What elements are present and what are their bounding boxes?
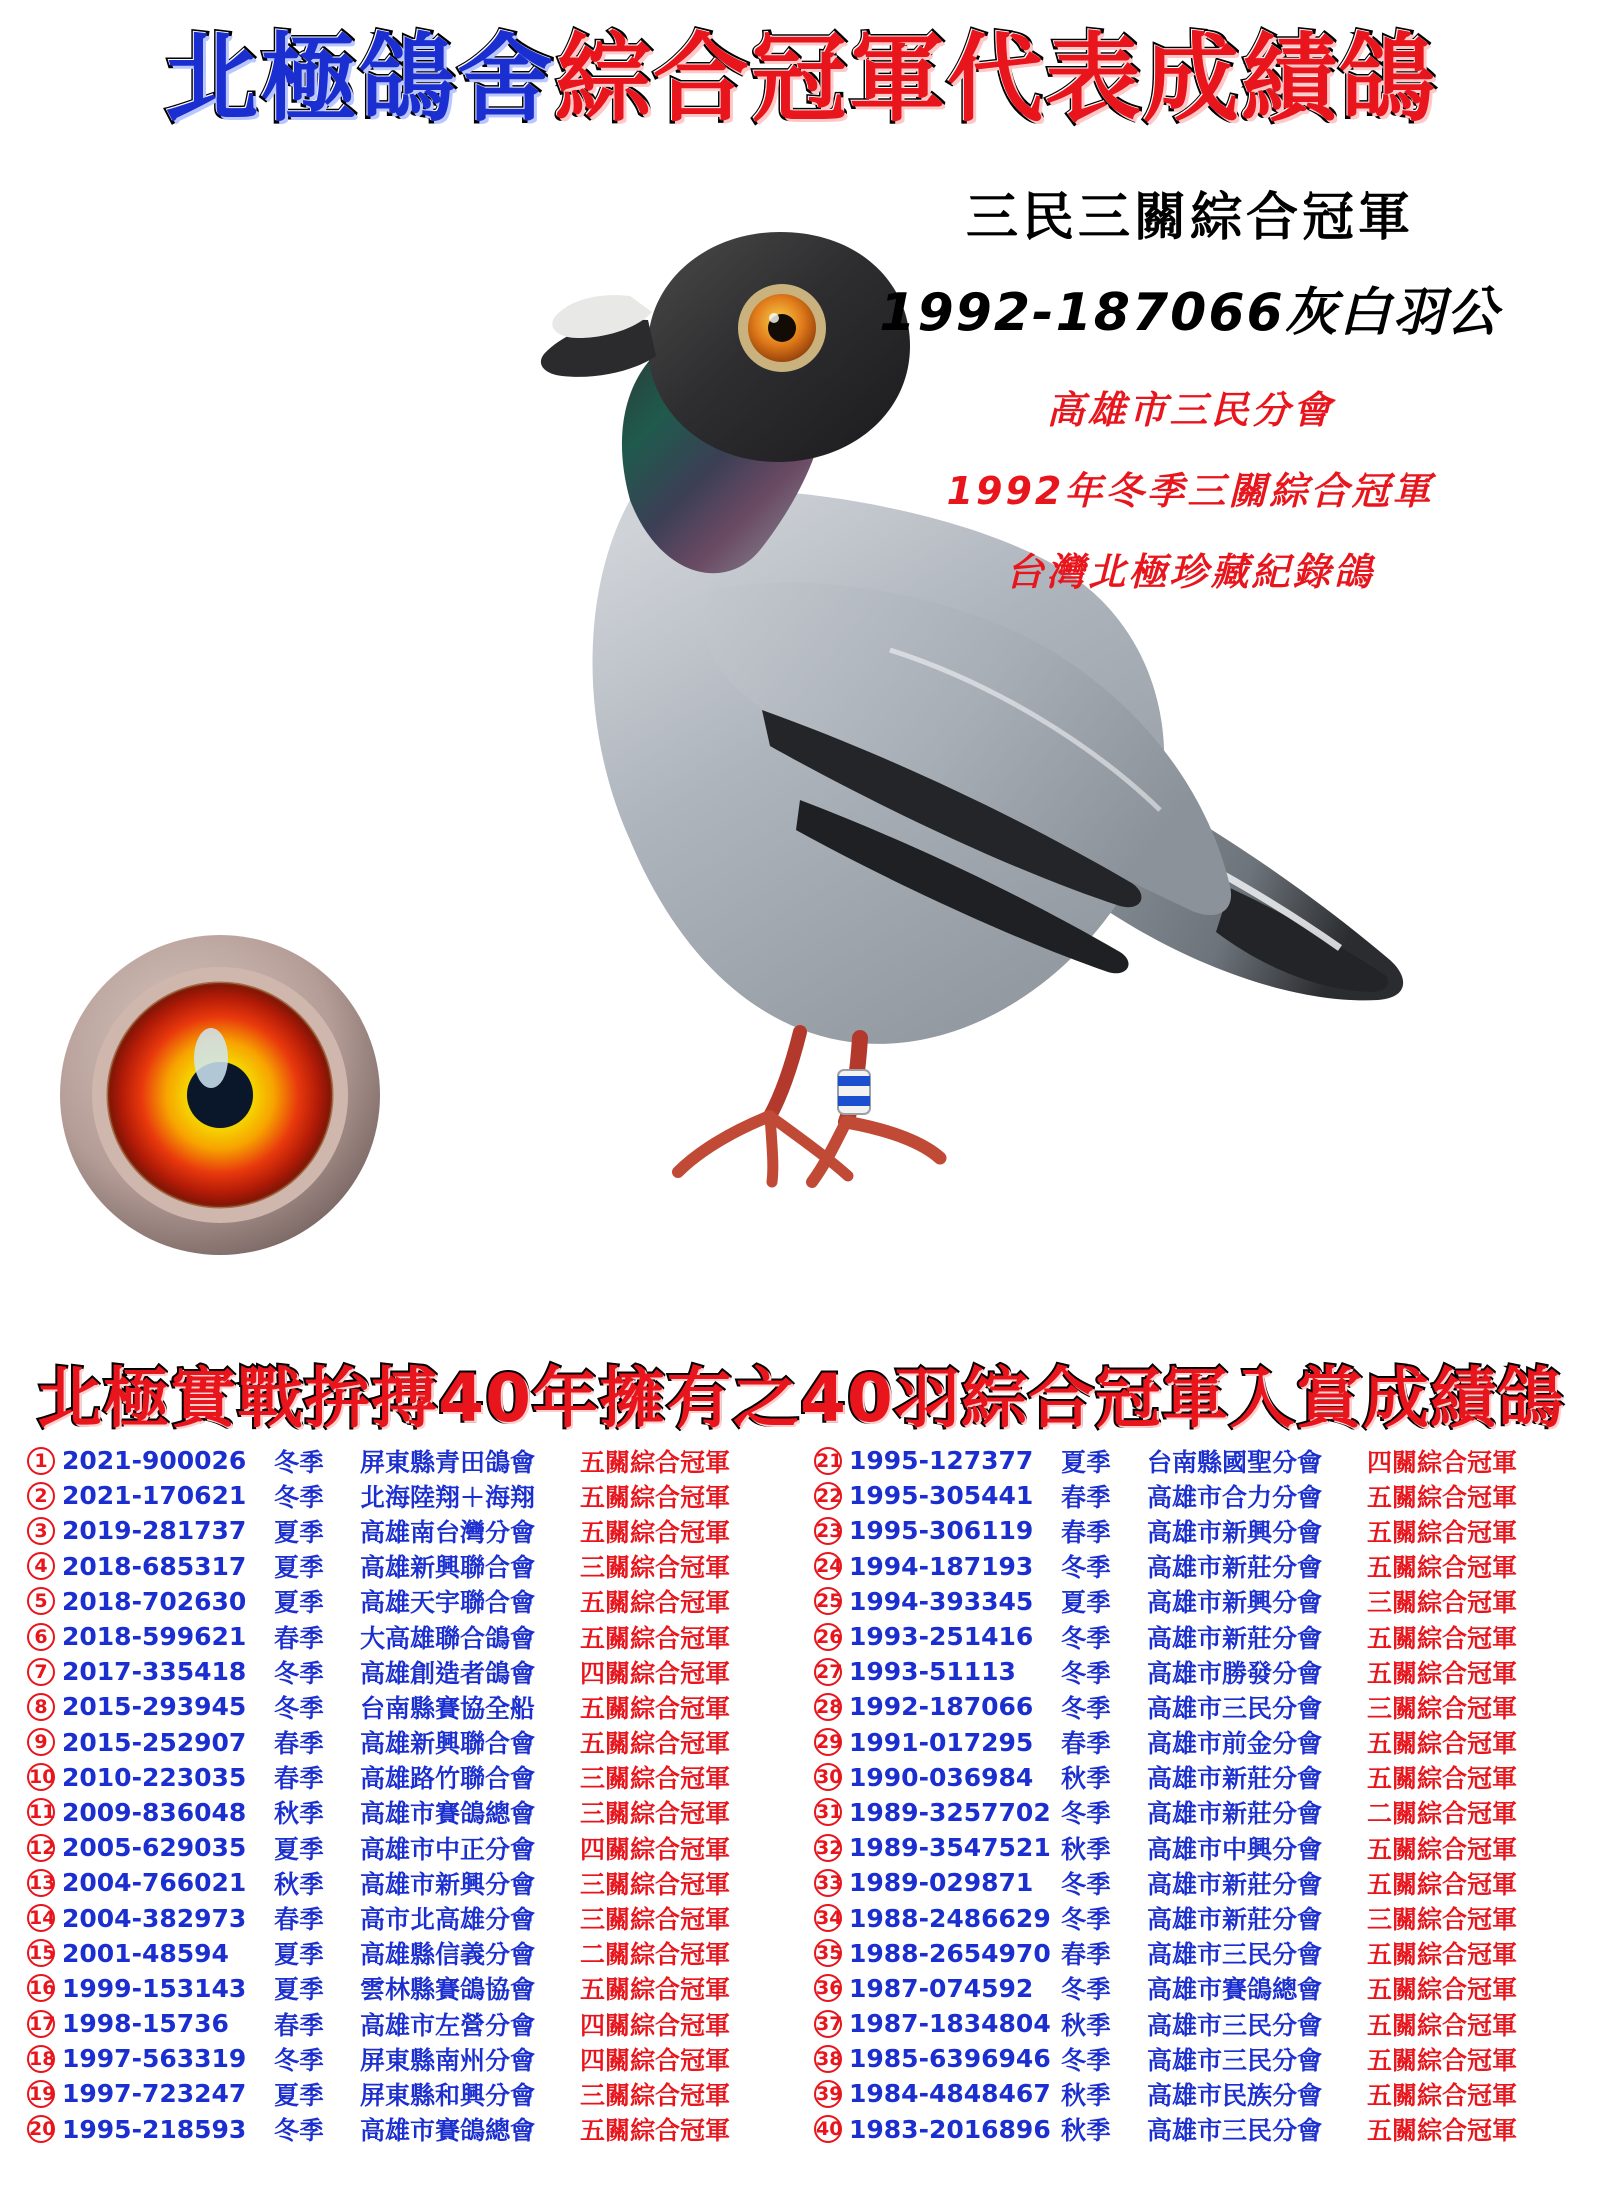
row-award: 五關綜合冠軍 — [1367, 1729, 1518, 1759]
row-index — [20, 1763, 62, 1791]
results-banner-text: 北極實戰拚搏40年擁有之40羽綜合冠軍入賞成績鴿 — [36, 1360, 1564, 1437]
row-award: 五關綜合冠軍 — [580, 1623, 731, 1653]
row-season: 冬季 — [1061, 1658, 1112, 1688]
table-row — [807, 1865, 1580, 1900]
row-award: 二關綜合冠軍 — [1367, 1799, 1518, 1829]
row-ring-number: 1989-029871 — [849, 1868, 1034, 1898]
row-index — [807, 1869, 849, 1897]
bird-collection-note: 台灣北極珍藏紀錄鴿 — [1005, 550, 1375, 594]
row-index — [807, 2115, 849, 2143]
row-ring-number: 2021-900026 — [62, 1446, 247, 1476]
row-award: 四關綜合冠軍 — [580, 1658, 731, 1688]
row-ring-number: 2005-629035 — [62, 1833, 247, 1863]
row-club: 高雄市新莊分會 — [1147, 1905, 1323, 1935]
row-index — [20, 1552, 62, 1580]
row-index — [20, 1939, 62, 1967]
row-ring-number: 1987-074592 — [849, 1973, 1034, 2003]
row-index — [807, 1798, 849, 1826]
row-club: 高雄市左營分會 — [360, 2010, 536, 2040]
table-row — [807, 1584, 1580, 1619]
row-index — [20, 1447, 62, 1475]
row-club: 高雄市新莊分會 — [1147, 1764, 1323, 1794]
row-season: 冬季 — [1061, 1623, 1112, 1653]
table-row — [807, 1654, 1580, 1689]
row-index-badge: 19 — [27, 2080, 55, 2108]
row-club: 高雄市新莊分會 — [1147, 1553, 1323, 1583]
row-index-badge: 10 — [27, 1763, 55, 1791]
pigeon-eye-photo — [55, 930, 385, 1260]
row-season: 冬季 — [274, 2045, 325, 2075]
row-index — [807, 1482, 849, 1510]
table-row — [807, 1795, 1580, 1830]
row-award: 五關綜合冠軍 — [1367, 1975, 1518, 2005]
row-ring-number: 2017-335418 — [62, 1657, 247, 1687]
row-award: 五關綜合冠軍 — [1367, 1517, 1518, 1547]
row-index-badge: 15 — [27, 1939, 55, 1967]
row-award: 五關綜合冠軍 — [1367, 2116, 1518, 2146]
row-index — [20, 1658, 62, 1686]
row-index-badge: 32 — [814, 1834, 842, 1862]
row-ring-number: 2015-252907 — [62, 1727, 247, 1757]
row-ring-number: 1991-017295 — [849, 1727, 1034, 1757]
row-award: 五關綜合冠軍 — [580, 1447, 731, 1477]
table-row — [20, 1689, 793, 1724]
row-index-badge: 23 — [814, 1517, 842, 1545]
row-index-badge: 40 — [814, 2115, 842, 2143]
row-club: 高雄市中正分會 — [360, 1834, 536, 1864]
row-season: 春季 — [274, 1623, 325, 1653]
row-award: 五關綜合冠軍 — [1367, 1940, 1518, 1970]
row-index-badge: 29 — [814, 1728, 842, 1756]
row-club: 高雄市勝發分會 — [1147, 1658, 1323, 1688]
table-row — [20, 1830, 793, 1865]
row-club: 高雄市三民分會 — [1147, 2045, 1323, 2075]
row-ring-number: 1997-563319 — [62, 2044, 247, 2074]
row-ring-number: 2018-685317 — [62, 1551, 247, 1581]
row-season: 夏季 — [274, 1975, 325, 2005]
row-season: 春季 — [274, 2010, 325, 2040]
row-award: 三關綜合冠軍 — [580, 1869, 731, 1899]
table-row — [20, 1584, 793, 1619]
row-index-badge: 34 — [814, 1904, 842, 1932]
row-club: 台南縣國聖分會 — [1147, 1447, 1323, 1477]
table-row — [807, 1725, 1580, 1760]
row-index — [20, 1798, 62, 1826]
row-award: 三關綜合冠軍 — [580, 1905, 731, 1935]
table-row — [807, 1900, 1580, 1935]
row-season: 春季 — [1061, 1482, 1112, 1512]
row-season: 春季 — [274, 1905, 325, 1935]
row-season: 冬季 — [1061, 1905, 1112, 1935]
row-index-badge: 16 — [27, 1974, 55, 2002]
row-index — [807, 1939, 849, 1967]
bird-info-block — [800, 175, 1580, 622]
table-row — [20, 1760, 793, 1795]
row-index-badge: 14 — [27, 1904, 55, 1932]
row-award: 二關綜合冠軍 — [580, 1940, 731, 1970]
row-season: 春季 — [274, 1729, 325, 1759]
row-club: 高雄市三民分會 — [1147, 2010, 1323, 2040]
row-season: 秋季 — [1061, 2080, 1112, 2110]
row-season: 冬季 — [274, 1447, 325, 1477]
row-award: 三關綜合冠軍 — [1367, 1693, 1518, 1723]
row-season: 夏季 — [274, 1517, 325, 1547]
row-season: 秋季 — [274, 1799, 325, 1829]
table-row — [20, 1619, 793, 1654]
row-award: 五關綜合冠軍 — [580, 1693, 731, 1723]
row-club: 高雄市中興分會 — [1147, 1834, 1323, 1864]
table-row — [20, 1478, 793, 1513]
row-award: 四關綜合冠軍 — [580, 2045, 731, 2075]
row-ring-number: 2010-223035 — [62, 1762, 247, 1792]
row-index-badge: 36 — [814, 1974, 842, 2002]
table-row — [807, 2006, 1580, 2041]
row-index-badge: 30 — [814, 1763, 842, 1791]
table-row — [807, 1478, 1580, 1513]
row-season: 夏季 — [274, 1940, 325, 1970]
row-club: 北海陸翔＋海翔 — [360, 1482, 536, 1512]
row-club: 高雄南台灣分會 — [360, 1517, 536, 1547]
table-row — [807, 1971, 1580, 2006]
row-index-badge: 8 — [27, 1693, 55, 1721]
row-club: 雲林縣賽鴿協會 — [360, 1975, 536, 2005]
table-row — [807, 2076, 1580, 2111]
row-club: 高雄市新興分會 — [360, 1869, 536, 1899]
page-header — [0, 14, 1600, 154]
row-ring-number: 2019-281737 — [62, 1516, 247, 1546]
row-index-badge: 3 — [27, 1517, 55, 1545]
row-index-badge: 35 — [814, 1939, 842, 1967]
row-index-badge: 33 — [814, 1869, 842, 1897]
row-club: 大高雄聯合鴿會 — [360, 1623, 536, 1653]
results-column-right — [807, 1443, 1580, 2147]
row-season: 冬季 — [1061, 1975, 1112, 2005]
row-club: 台南縣賽協全船 — [360, 1693, 536, 1723]
row-season: 秋季 — [1061, 1834, 1112, 1864]
row-award: 三關綜合冠軍 — [1367, 1905, 1518, 1935]
row-ring-number: 1988-2486629 — [849, 1903, 1051, 1933]
row-award: 三關綜合冠軍 — [580, 1764, 731, 1794]
row-award: 五關綜合冠軍 — [580, 1975, 731, 2005]
row-season: 夏季 — [1061, 1447, 1112, 1477]
row-index-badge: 20 — [27, 2115, 55, 2143]
table-row — [807, 2112, 1580, 2147]
row-ring-number: 2018-702630 — [62, 1586, 247, 1616]
results-banner — [0, 1345, 1600, 1440]
row-season: 冬季 — [274, 1482, 325, 1512]
row-ring-number: 1997-723247 — [62, 2079, 247, 2109]
row-index-badge: 17 — [27, 2010, 55, 2038]
row-ring-number: 2004-382973 — [62, 1903, 247, 1933]
row-ring-number: 1989-3257702 — [849, 1797, 1051, 1827]
row-index-badge: 11 — [27, 1798, 55, 1826]
row-ring-number: 1993-51113 — [849, 1657, 1016, 1687]
row-season: 夏季 — [274, 1834, 325, 1864]
row-index — [20, 1587, 62, 1615]
row-index-badge: 38 — [814, 2045, 842, 2073]
row-index-badge: 25 — [814, 1587, 842, 1615]
row-season: 冬季 — [1061, 2045, 1112, 2075]
row-index — [807, 1834, 849, 1862]
row-index — [20, 1974, 62, 2002]
row-award: 三關綜合冠軍 — [580, 1553, 731, 1583]
row-season: 冬季 — [274, 1693, 325, 1723]
row-award: 五關綜合冠軍 — [580, 1588, 731, 1618]
table-row — [20, 1513, 793, 1548]
row-ring-number: 1993-251416 — [849, 1622, 1034, 1652]
table-row — [20, 1795, 793, 1830]
row-award: 五關綜合冠軍 — [1367, 2080, 1518, 2110]
row-award: 五關綜合冠軍 — [1367, 1623, 1518, 1653]
row-club: 高雄市新莊分會 — [1147, 1623, 1323, 1653]
header-title-red: 綜合冠軍代表成績鴿 — [555, 23, 1437, 135]
row-award: 五關綜合冠軍 — [1367, 1553, 1518, 1583]
row-award: 五關綜合冠軍 — [1367, 1834, 1518, 1864]
row-index — [20, 2045, 62, 2073]
table-row — [20, 1654, 793, 1689]
row-club: 屏東縣和興分會 — [360, 2080, 536, 2110]
row-index-badge: 39 — [814, 2080, 842, 2108]
row-index — [807, 1447, 849, 1475]
row-ring-number: 1995-305441 — [849, 1481, 1034, 1511]
row-award: 三關綜合冠軍 — [580, 1799, 731, 1829]
row-award: 四關綜合冠軍 — [580, 1834, 731, 1864]
row-award: 三關綜合冠軍 — [1367, 1588, 1518, 1618]
row-index — [20, 2010, 62, 2038]
row-club: 高雄市新興分會 — [1147, 1517, 1323, 1547]
row-club: 高雄路竹聯合會 — [360, 1764, 536, 1794]
results-table — [20, 1443, 1580, 2147]
row-ring-number: 1988-2654970 — [849, 1938, 1051, 1968]
row-index — [807, 1517, 849, 1545]
row-index — [20, 1482, 62, 1510]
table-row — [20, 1971, 793, 2006]
row-index-badge: 18 — [27, 2045, 55, 2073]
row-index — [807, 1658, 849, 1686]
row-index-badge: 1 — [27, 1447, 55, 1475]
row-index — [20, 1834, 62, 1862]
row-index-badge: 2 — [27, 1482, 55, 1510]
row-award: 五關綜合冠軍 — [580, 1482, 731, 1512]
row-season: 秋季 — [1061, 2116, 1112, 2146]
row-index-badge: 37 — [814, 2010, 842, 2038]
row-ring-number: 1998-15736 — [62, 2009, 229, 2039]
row-index-badge: 31 — [814, 1798, 842, 1826]
row-index — [807, 1728, 849, 1756]
row-season: 夏季 — [1061, 1588, 1112, 1618]
row-ring-number: 2004-766021 — [62, 1868, 247, 1898]
table-row — [20, 1725, 793, 1760]
row-club: 屏東縣南州分會 — [360, 2045, 536, 2075]
row-ring-number: 1992-187066 — [849, 1692, 1034, 1722]
row-index — [20, 1623, 62, 1651]
row-club: 屏東縣青田鴿會 — [360, 1447, 536, 1477]
row-index-badge: 21 — [814, 1447, 842, 1475]
table-row — [807, 1830, 1580, 1865]
table-row — [20, 2041, 793, 2076]
row-index-badge: 26 — [814, 1623, 842, 1651]
row-club: 高雄縣信義分會 — [360, 1940, 536, 1970]
row-index — [807, 1974, 849, 2002]
row-season: 春季 — [1061, 1517, 1112, 1547]
table-row — [20, 2112, 793, 2147]
results-column-left — [20, 1443, 793, 2147]
row-season: 冬季 — [1061, 1553, 1112, 1583]
row-season: 冬季 — [1061, 1869, 1112, 1899]
row-index — [20, 1517, 62, 1545]
row-index — [807, 2080, 849, 2108]
row-index-badge: 5 — [27, 1587, 55, 1615]
row-award: 五關綜合冠軍 — [1367, 2045, 1518, 2075]
row-season: 夏季 — [274, 2080, 325, 2110]
row-season: 秋季 — [1061, 1764, 1112, 1794]
row-index — [20, 1904, 62, 1932]
row-ring-number: 2001-48594 — [62, 1938, 229, 1968]
row-season: 秋季 — [1061, 2010, 1112, 2040]
table-row — [20, 1549, 793, 1584]
row-index — [807, 2045, 849, 2073]
row-club: 高雄市民族分會 — [1147, 2080, 1323, 2110]
row-index — [20, 1693, 62, 1721]
row-season: 夏季 — [274, 1588, 325, 1618]
row-season: 冬季 — [274, 1658, 325, 1688]
row-season: 春季 — [274, 1764, 325, 1794]
row-ring-number: 1987-1834804 — [849, 2009, 1051, 2039]
row-ring-number: 2009-836048 — [62, 1797, 247, 1827]
table-row — [20, 1900, 793, 1935]
row-index-badge: 24 — [814, 1552, 842, 1580]
row-index — [807, 1587, 849, 1615]
header-title-blue: 北極鴿舍 — [163, 23, 555, 135]
row-award: 五關綜合冠軍 — [580, 1729, 731, 1759]
row-index-badge: 13 — [27, 1869, 55, 1897]
row-club: 高雄市前金分會 — [1147, 1729, 1323, 1759]
row-index-badge: 12 — [27, 1834, 55, 1862]
row-index-badge: 4 — [27, 1552, 55, 1580]
row-club: 高雄天宇聯合會 — [360, 1588, 536, 1618]
row-award: 五關綜合冠軍 — [1367, 2010, 1518, 2040]
row-ring-number: 1995-306119 — [849, 1516, 1034, 1546]
row-club: 高雄市賽鴿總會 — [360, 1799, 536, 1829]
row-club: 高雄市三民分會 — [1147, 1693, 1323, 1723]
row-index — [807, 1763, 849, 1791]
row-club: 高雄創造者鴿會 — [360, 1658, 536, 1688]
row-index-badge: 9 — [27, 1728, 55, 1756]
row-ring-number: 1984-4848467 — [849, 2079, 1051, 2109]
row-index — [20, 1728, 62, 1756]
row-award: 五關綜合冠軍 — [1367, 1764, 1518, 1794]
row-club: 高雄新興聯合會 — [360, 1553, 536, 1583]
table-row — [20, 2006, 793, 2041]
table-row — [807, 1549, 1580, 1584]
row-index — [807, 1623, 849, 1651]
row-ring-number: 1995-218593 — [62, 2114, 247, 2144]
row-ring-number: 1983-2016896 — [849, 2114, 1051, 2144]
table-row — [807, 1443, 1580, 1478]
bird-achievement: 1992年冬季三關綜合冠軍 — [946, 469, 1434, 513]
row-season: 冬季 — [1061, 1693, 1112, 1723]
row-ring-number: 2015-293945 — [62, 1692, 247, 1722]
row-club: 高雄新興聯合會 — [360, 1729, 536, 1759]
row-index-badge: 7 — [27, 1658, 55, 1686]
table-row — [807, 1513, 1580, 1548]
table-row — [807, 1936, 1580, 1971]
row-ring-number: 1989-3547521 — [849, 1833, 1051, 1863]
table-row — [20, 1936, 793, 1971]
row-index — [20, 1869, 62, 1897]
table-row — [807, 1619, 1580, 1654]
row-index — [807, 1552, 849, 1580]
table-row — [807, 1760, 1580, 1795]
row-index-badge: 28 — [814, 1693, 842, 1721]
row-award: 五關綜合冠軍 — [1367, 1482, 1518, 1512]
bird-title: 三民三關綜合冠軍 — [965, 188, 1414, 248]
row-club: 高雄市三民分會 — [1147, 2116, 1323, 2146]
row-index-badge: 22 — [814, 1482, 842, 1510]
row-ring-number: 1994-187193 — [849, 1551, 1034, 1581]
table-row — [807, 1689, 1580, 1724]
row-award: 三關綜合冠軍 — [580, 2080, 731, 2110]
row-index — [807, 1904, 849, 1932]
row-award: 四關綜合冠軍 — [1367, 1447, 1518, 1477]
row-season: 冬季 — [274, 2116, 325, 2146]
row-season: 春季 — [1061, 1729, 1112, 1759]
row-ring-number: 1995-127377 — [849, 1446, 1034, 1476]
row-ring-number: 2021-170621 — [62, 1481, 247, 1511]
row-ring-number: 2018-599621 — [62, 1622, 247, 1652]
row-award: 五關綜合冠軍 — [580, 2116, 731, 2146]
table-row — [807, 2041, 1580, 2076]
row-award: 四關綜合冠軍 — [580, 2010, 731, 2040]
row-club: 高市北高雄分會 — [360, 1905, 536, 1935]
table-row — [20, 2076, 793, 2111]
table-row — [20, 1865, 793, 1900]
row-ring-number: 1994-393345 — [849, 1586, 1034, 1616]
row-club: 高雄市新興分會 — [1147, 1588, 1323, 1618]
row-season: 春季 — [1061, 1940, 1112, 1970]
row-club: 高雄市賽鴿總會 — [360, 2116, 536, 2146]
row-award: 五關綜合冠軍 — [580, 1517, 731, 1547]
row-club: 高雄市新莊分會 — [1147, 1799, 1323, 1829]
bird-ring-number: 1992-187066灰白羽公 — [879, 283, 1501, 343]
row-season: 秋季 — [274, 1869, 325, 1899]
bird-club: 高雄市三民分會 — [1046, 388, 1334, 432]
row-season: 夏季 — [274, 1553, 325, 1583]
row-index-badge: 6 — [27, 1623, 55, 1651]
row-club: 高雄市合力分會 — [1147, 1482, 1323, 1512]
row-club: 高雄市新莊分會 — [1147, 1869, 1323, 1899]
row-index — [20, 2080, 62, 2108]
row-index — [807, 2010, 849, 2038]
row-index — [807, 1693, 849, 1721]
row-ring-number: 1985-6396946 — [849, 2044, 1051, 2074]
row-index — [20, 2115, 62, 2143]
row-season: 冬季 — [1061, 1799, 1112, 1829]
row-club: 高雄市三民分會 — [1147, 1940, 1323, 1970]
table-row — [20, 1443, 793, 1478]
row-ring-number: 1990-036984 — [849, 1762, 1034, 1792]
row-club: 高雄市賽鴿總會 — [1147, 1975, 1323, 2005]
row-index-badge: 27 — [814, 1658, 842, 1686]
row-award: 五關綜合冠軍 — [1367, 1658, 1518, 1688]
row-ring-number: 1999-153143 — [62, 1973, 247, 2003]
row-award: 五關綜合冠軍 — [1367, 1869, 1518, 1899]
